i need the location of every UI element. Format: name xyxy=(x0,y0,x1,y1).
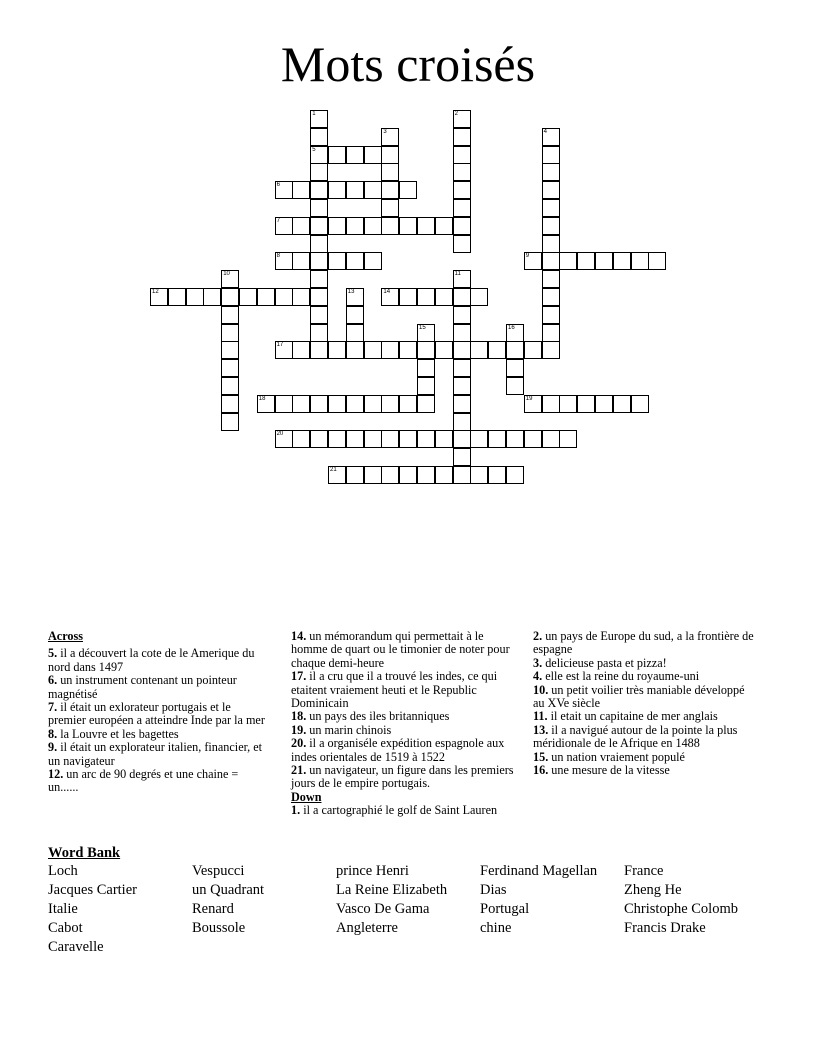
grid-cell[interactable] xyxy=(417,324,435,342)
down-clues-col-3 xyxy=(533,630,755,777)
clue xyxy=(533,764,755,777)
grid-cell[interactable] xyxy=(221,359,239,377)
grid-cell[interactable] xyxy=(542,288,560,306)
grid-cell[interactable] xyxy=(310,270,328,288)
grid-cell[interactable] xyxy=(346,288,364,306)
clue-number: 21 xyxy=(330,467,337,473)
clue-num: 20. xyxy=(291,736,307,751)
clue-number: 3 xyxy=(383,128,387,135)
across-clues-col-1 xyxy=(48,630,270,795)
clue-num: 1. xyxy=(291,803,301,818)
grid-cell[interactable] xyxy=(168,288,186,306)
grid-cell[interactable] xyxy=(417,217,435,235)
clue xyxy=(291,764,517,791)
grid-cell[interactable] xyxy=(364,466,382,484)
word-bank-item: un Quadrant xyxy=(192,882,265,898)
grid-cell[interactable] xyxy=(453,377,471,395)
clue-text: un petit voilier très maniable développé au XVe siècle xyxy=(533,682,745,711)
grid-cell[interactable] xyxy=(506,430,524,448)
grid-cell[interactable] xyxy=(435,288,453,306)
grid-cell[interactable] xyxy=(470,466,488,484)
word-bank-item: Italie xyxy=(48,901,78,917)
word-bank-item: Portugal xyxy=(480,901,530,917)
grid-cell[interactable] xyxy=(310,324,328,342)
word-bank-item: La Reine Elizabeth xyxy=(336,882,448,898)
clue-text: un navigateur, un figure dans les premiers jours de le empire portugais. xyxy=(291,763,514,791)
grid-cell[interactable] xyxy=(310,341,328,359)
grid-cell[interactable] xyxy=(542,341,560,359)
clue-text: une mesure de la vitesse xyxy=(548,763,670,778)
grid-cell[interactable] xyxy=(506,341,524,359)
grid-cell[interactable] xyxy=(595,252,613,270)
grid-cell[interactable] xyxy=(470,430,488,448)
grid-cell[interactable] xyxy=(559,395,577,413)
grid-cell[interactable] xyxy=(310,306,328,324)
clue-text: un mémorandum qui permettait à le homme de quart ou le timonier de noter pour chaque demi-heure xyxy=(291,629,510,670)
grid-cell[interactable] xyxy=(257,288,275,306)
grid-cell[interactable] xyxy=(542,270,560,288)
grid-cell[interactable] xyxy=(542,324,560,342)
word-bank-item: France xyxy=(624,863,664,879)
grid-cell[interactable] xyxy=(577,252,595,270)
grid-cell[interactable] xyxy=(310,430,328,448)
clue-text: un arc de 90 degrés et une chaine = un...... xyxy=(48,767,239,795)
grid-cell[interactable] xyxy=(310,395,328,413)
grid-cell[interactable] xyxy=(524,341,542,359)
grid-cell[interactable] xyxy=(275,395,293,413)
clue-number: 8 xyxy=(276,253,280,260)
word-bank-item: Loch xyxy=(48,863,78,879)
clue-text: un pays des iles britanniques xyxy=(306,709,450,724)
grid-cell[interactable] xyxy=(221,377,239,395)
grid-cell[interactable] xyxy=(488,466,506,484)
clue-text: un marin chinois xyxy=(306,722,392,737)
grid-cell[interactable] xyxy=(506,359,524,377)
clue xyxy=(291,630,517,670)
word-bank-item: Vasco De Gama xyxy=(336,901,430,917)
grid-cell[interactable] xyxy=(292,395,310,413)
clue-text: il était un exlorateur portugais et le premier européen a atteindre Inde par la mer xyxy=(48,700,265,728)
grid-cell[interactable] xyxy=(292,181,310,199)
clue-text: delicieuse pasta et pizza! xyxy=(542,655,667,670)
grid-cell[interactable] xyxy=(364,217,382,235)
clue-number: 13 xyxy=(347,289,355,295)
grid-cell[interactable] xyxy=(470,288,488,306)
clue-text: il a cartographié le golf de Saint Lauren xyxy=(300,803,498,818)
down-heading: Down xyxy=(291,789,322,804)
grid-cell[interactable] xyxy=(310,288,328,306)
clue xyxy=(533,670,755,683)
grid-cell[interactable] xyxy=(381,199,399,217)
clue-number: 12 xyxy=(152,289,159,295)
clue-num: 21. xyxy=(291,763,307,778)
grid-cell[interactable] xyxy=(542,146,560,164)
across-heading: Across xyxy=(48,629,83,643)
grid-cell[interactable] xyxy=(399,341,417,359)
clue-num: 10. xyxy=(533,682,549,697)
grid-cell[interactable] xyxy=(453,341,471,359)
grid-cell[interactable] xyxy=(310,181,328,199)
grid-cell[interactable] xyxy=(328,252,346,270)
clue xyxy=(533,684,755,711)
grid-cell[interactable] xyxy=(524,395,542,413)
grid-cell[interactable] xyxy=(577,395,595,413)
grid-cell[interactable] xyxy=(435,341,453,359)
grid-cell[interactable] xyxy=(542,181,560,199)
grid-cell[interactable] xyxy=(453,163,471,181)
clue-num: 8. xyxy=(48,726,58,741)
grid-cell[interactable] xyxy=(399,466,417,484)
clue-num: 11. xyxy=(533,709,548,724)
grid-cell[interactable] xyxy=(381,288,399,306)
grid-cell[interactable] xyxy=(310,146,328,164)
grid-cell[interactable] xyxy=(524,430,542,448)
clue xyxy=(48,701,270,728)
grid-cell[interactable] xyxy=(364,146,382,164)
grid-cell[interactable] xyxy=(399,395,417,413)
grid-cell[interactable] xyxy=(453,359,471,377)
word-bank-item: Dias xyxy=(480,882,507,898)
grid-cell[interactable] xyxy=(417,359,435,377)
grid-cell[interactable] xyxy=(435,430,453,448)
clue xyxy=(533,751,755,764)
grid-cell[interactable] xyxy=(328,395,346,413)
grid-cell[interactable] xyxy=(221,341,239,359)
clue-number: 18 xyxy=(258,395,266,402)
grid-cell[interactable] xyxy=(328,146,346,164)
grid-cell[interactable] xyxy=(381,341,399,359)
grid-cell[interactable] xyxy=(328,341,346,359)
grid-cell[interactable] xyxy=(435,217,453,235)
grid-cell[interactable] xyxy=(381,466,399,484)
clue-number: 1 xyxy=(312,111,316,117)
clue xyxy=(533,710,755,723)
grid-cell[interactable] xyxy=(453,324,471,342)
clue-number: 20 xyxy=(276,431,284,438)
clue-num: 19. xyxy=(291,722,307,737)
grid-cell[interactable] xyxy=(275,430,293,448)
grid-cell[interactable] xyxy=(417,430,435,448)
grid-cell[interactable] xyxy=(613,252,631,270)
grid-cell[interactable] xyxy=(346,306,364,324)
clue-num: 4. xyxy=(533,669,543,684)
grid-cell[interactable] xyxy=(364,181,382,199)
clue-number: 5 xyxy=(312,146,316,153)
grid-cell[interactable] xyxy=(453,430,471,448)
clue-num: 9. xyxy=(48,740,58,755)
clue-number: 2 xyxy=(454,111,458,117)
clue-text: la Louvre et les bagettes xyxy=(57,726,179,741)
word-bank-item: Renard xyxy=(192,901,234,917)
grid-cell[interactable] xyxy=(310,110,328,128)
grid-cell[interactable] xyxy=(310,128,328,146)
grid-cell[interactable] xyxy=(381,181,399,199)
grid-cell[interactable] xyxy=(453,413,471,431)
clue xyxy=(48,647,270,674)
clue-number: 6 xyxy=(276,182,280,189)
grid-cell[interactable] xyxy=(346,252,364,270)
grid-cell[interactable] xyxy=(542,128,560,146)
clue xyxy=(48,741,270,768)
grid-cell[interactable] xyxy=(221,324,239,342)
clue-number: 10 xyxy=(223,271,230,278)
grid-cell[interactable] xyxy=(346,430,364,448)
word-bank-item: Jacques Cartier xyxy=(48,882,137,898)
clue-text: il a découvert la cote de le Amerique du nord dans 1497 xyxy=(48,646,255,674)
grid-cell[interactable] xyxy=(417,288,435,306)
grid-cell[interactable] xyxy=(275,252,293,270)
grid-cell[interactable] xyxy=(203,288,221,306)
word-bank-title: Word Bank xyxy=(48,845,121,861)
grid-cell[interactable] xyxy=(453,128,471,146)
grid-cell[interactable] xyxy=(613,395,631,413)
grid-cell[interactable] xyxy=(417,466,435,484)
clue-num: 14. xyxy=(291,629,307,643)
clue-number: 15 xyxy=(419,324,426,331)
grid-cell[interactable] xyxy=(542,199,560,217)
grid-cell[interactable] xyxy=(381,128,399,146)
clue-text: il a organiséle expédition espagnole aux indes orientales de 1519 à 1522 xyxy=(291,736,505,764)
clue-number: 11 xyxy=(454,271,461,278)
word-bank-item: Ferdinand Magellan xyxy=(480,863,598,879)
grid-cell[interactable] xyxy=(310,217,328,235)
clue-number: 19 xyxy=(525,395,533,402)
grid-cell[interactable] xyxy=(506,377,524,395)
grid-cell[interactable] xyxy=(328,430,346,448)
grid-cell[interactable] xyxy=(381,430,399,448)
clue-text: un pays de Europe du sud, a la frontière de espagne xyxy=(533,629,754,657)
grid-cell[interactable] xyxy=(542,217,560,235)
clue xyxy=(533,630,755,657)
grid-cell[interactable] xyxy=(453,110,471,128)
grid-cell[interactable] xyxy=(292,252,310,270)
clue-num: 15. xyxy=(533,749,549,764)
grid-cell[interactable] xyxy=(435,466,453,484)
grid-cell[interactable] xyxy=(364,252,382,270)
grid-cell[interactable] xyxy=(542,395,560,413)
grid-cell[interactable] xyxy=(453,181,471,199)
clue-num: 5. xyxy=(48,646,58,661)
grid-cell[interactable] xyxy=(648,252,666,270)
word-bank-item: Zheng He xyxy=(624,882,682,898)
clue-text: elle est la reine du royaume-uni xyxy=(542,669,700,684)
grid-cell[interactable] xyxy=(292,217,310,235)
grid-cell[interactable] xyxy=(453,217,471,235)
clue-num: 13. xyxy=(533,722,549,737)
clue-num: 18. xyxy=(291,709,307,724)
grid-cell[interactable] xyxy=(631,395,649,413)
grid-cell[interactable] xyxy=(453,270,471,288)
grid-cell[interactable] xyxy=(453,448,471,466)
word-bank-item: Boussole xyxy=(192,920,246,936)
word-bank-item: Christophe Colomb xyxy=(624,901,738,917)
page-title: Mots croisés xyxy=(280,36,536,92)
grid-cell[interactable] xyxy=(346,181,364,199)
grid-cell[interactable] xyxy=(542,163,560,181)
clue xyxy=(291,670,517,710)
grid-cell[interactable] xyxy=(364,395,382,413)
grid-cell[interactable] xyxy=(292,288,310,306)
grid-cell[interactable] xyxy=(631,252,649,270)
clue-num: 12. xyxy=(48,767,64,782)
word-bank-item: Angleterre xyxy=(336,920,398,936)
grid-cell[interactable] xyxy=(453,306,471,324)
clue-num: 6. xyxy=(48,673,58,688)
grid-cell[interactable] xyxy=(453,199,471,217)
grid-cell[interactable] xyxy=(346,217,364,235)
clue-text: il etait un capitaine de mer anglais xyxy=(547,709,718,724)
clue-num: 2. xyxy=(533,629,543,643)
clue xyxy=(48,768,270,795)
grid-cell[interactable] xyxy=(542,235,560,253)
grid-cell[interactable] xyxy=(542,306,560,324)
grid-cell[interactable] xyxy=(488,341,506,359)
clue-number: 14 xyxy=(383,289,391,295)
grid-cell[interactable] xyxy=(542,252,560,270)
grid-cell[interactable] xyxy=(346,341,364,359)
clue-text: il était un explorateur italien, financier, et un navigateur xyxy=(48,740,263,768)
clue xyxy=(291,710,517,723)
grid-cell[interactable] xyxy=(186,288,204,306)
grid-cell[interactable] xyxy=(506,324,524,342)
grid-cell[interactable] xyxy=(417,395,435,413)
grid-cell[interactable] xyxy=(310,252,328,270)
clue-text: un nation vraiement populé xyxy=(548,749,685,764)
grid-cell[interactable] xyxy=(381,217,399,235)
grid-cell[interactable] xyxy=(453,235,471,253)
grid-cell[interactable] xyxy=(488,430,506,448)
clue xyxy=(291,737,517,764)
clue xyxy=(48,674,270,701)
clue xyxy=(291,724,517,737)
grid-cell[interactable] xyxy=(257,395,275,413)
clue-text: un instrument contenant un pointeur magnétisé xyxy=(48,673,237,701)
grid-cell[interactable] xyxy=(275,288,293,306)
grid-cell[interactable] xyxy=(364,430,382,448)
grid-cell[interactable] xyxy=(346,395,364,413)
word-bank-item: chine xyxy=(480,920,512,936)
grid-cell[interactable] xyxy=(221,413,239,431)
grid-cell[interactable] xyxy=(453,146,471,164)
clue-num: 16. xyxy=(533,763,549,778)
clue xyxy=(48,728,270,741)
grid-cell[interactable] xyxy=(346,324,364,342)
clue xyxy=(533,657,755,670)
word-bank-item: Vespucci xyxy=(192,863,245,879)
grid-cell[interactable] xyxy=(453,395,471,413)
word-bank-item: Francis Drake xyxy=(624,920,706,936)
word-bank-item: Caravelle xyxy=(48,939,104,955)
grid-cell[interactable] xyxy=(381,395,399,413)
grid-cell[interactable] xyxy=(559,252,577,270)
grid-cell[interactable] xyxy=(559,430,577,448)
clue-num: 7. xyxy=(48,700,58,715)
clue-number: 4 xyxy=(543,128,547,135)
grid-cell[interactable] xyxy=(292,430,310,448)
grid-cell[interactable] xyxy=(470,341,488,359)
grid-cell[interactable] xyxy=(417,341,435,359)
grid-cell[interactable] xyxy=(364,341,382,359)
grid-cell[interactable] xyxy=(328,181,346,199)
grid-cell[interactable] xyxy=(506,466,524,484)
grid-cell[interactable] xyxy=(328,466,346,484)
grid-cell[interactable] xyxy=(381,163,399,181)
grid-cell[interactable] xyxy=(275,217,293,235)
grid-cell[interactable] xyxy=(542,430,560,448)
clues-col-2 xyxy=(291,630,517,818)
clue xyxy=(533,724,755,751)
word-bank-item: Cabot xyxy=(48,920,83,936)
grid-cell[interactable] xyxy=(417,377,435,395)
grid-cell[interactable] xyxy=(399,430,417,448)
grid-cell[interactable] xyxy=(310,235,328,253)
grid-cell[interactable] xyxy=(453,288,471,306)
grid-cell[interactable] xyxy=(221,395,239,413)
clue-number: 17 xyxy=(276,342,284,349)
grid-cell[interactable] xyxy=(239,288,257,306)
grid-cell[interactable] xyxy=(399,181,417,199)
clue xyxy=(291,804,517,817)
clue-text: il a navigué autour de la pointe la plus méridionale de le Afrique en 1488 xyxy=(533,722,738,751)
clue-text: il a cru que il a trouvé les indes, ce qui etaitent vraiement heuti et le Republic Dominicain xyxy=(291,669,498,711)
grid-cell[interactable] xyxy=(453,466,471,484)
clue-number: 16 xyxy=(508,324,515,331)
grid-cell[interactable] xyxy=(524,252,542,270)
grid-cell[interactable] xyxy=(310,199,328,217)
clue-num: 17. xyxy=(291,669,307,684)
grid-cell[interactable] xyxy=(328,217,346,235)
grid-cell[interactable] xyxy=(346,146,364,164)
grid-cell[interactable] xyxy=(292,341,310,359)
grid-cell[interactable] xyxy=(150,288,168,306)
grid-cell[interactable] xyxy=(275,181,293,199)
word-bank-item: prince Henri xyxy=(336,863,409,879)
grid-cell[interactable] xyxy=(275,341,293,359)
grid-cell[interactable] xyxy=(399,288,417,306)
clue-num: 3. xyxy=(533,655,543,670)
grid-cell[interactable] xyxy=(221,288,239,306)
clue-number: 9 xyxy=(525,253,530,260)
grid-cell[interactable] xyxy=(595,395,613,413)
crossword-grid xyxy=(0,0,816,500)
grid-cell[interactable] xyxy=(310,163,328,181)
grid-cell[interactable] xyxy=(221,306,239,324)
grid-cell[interactable] xyxy=(221,270,239,288)
grid-cell[interactable] xyxy=(346,466,364,484)
clue-number: 7 xyxy=(276,217,280,224)
grid-cell[interactable] xyxy=(381,146,399,164)
grid-cell[interactable] xyxy=(399,217,417,235)
